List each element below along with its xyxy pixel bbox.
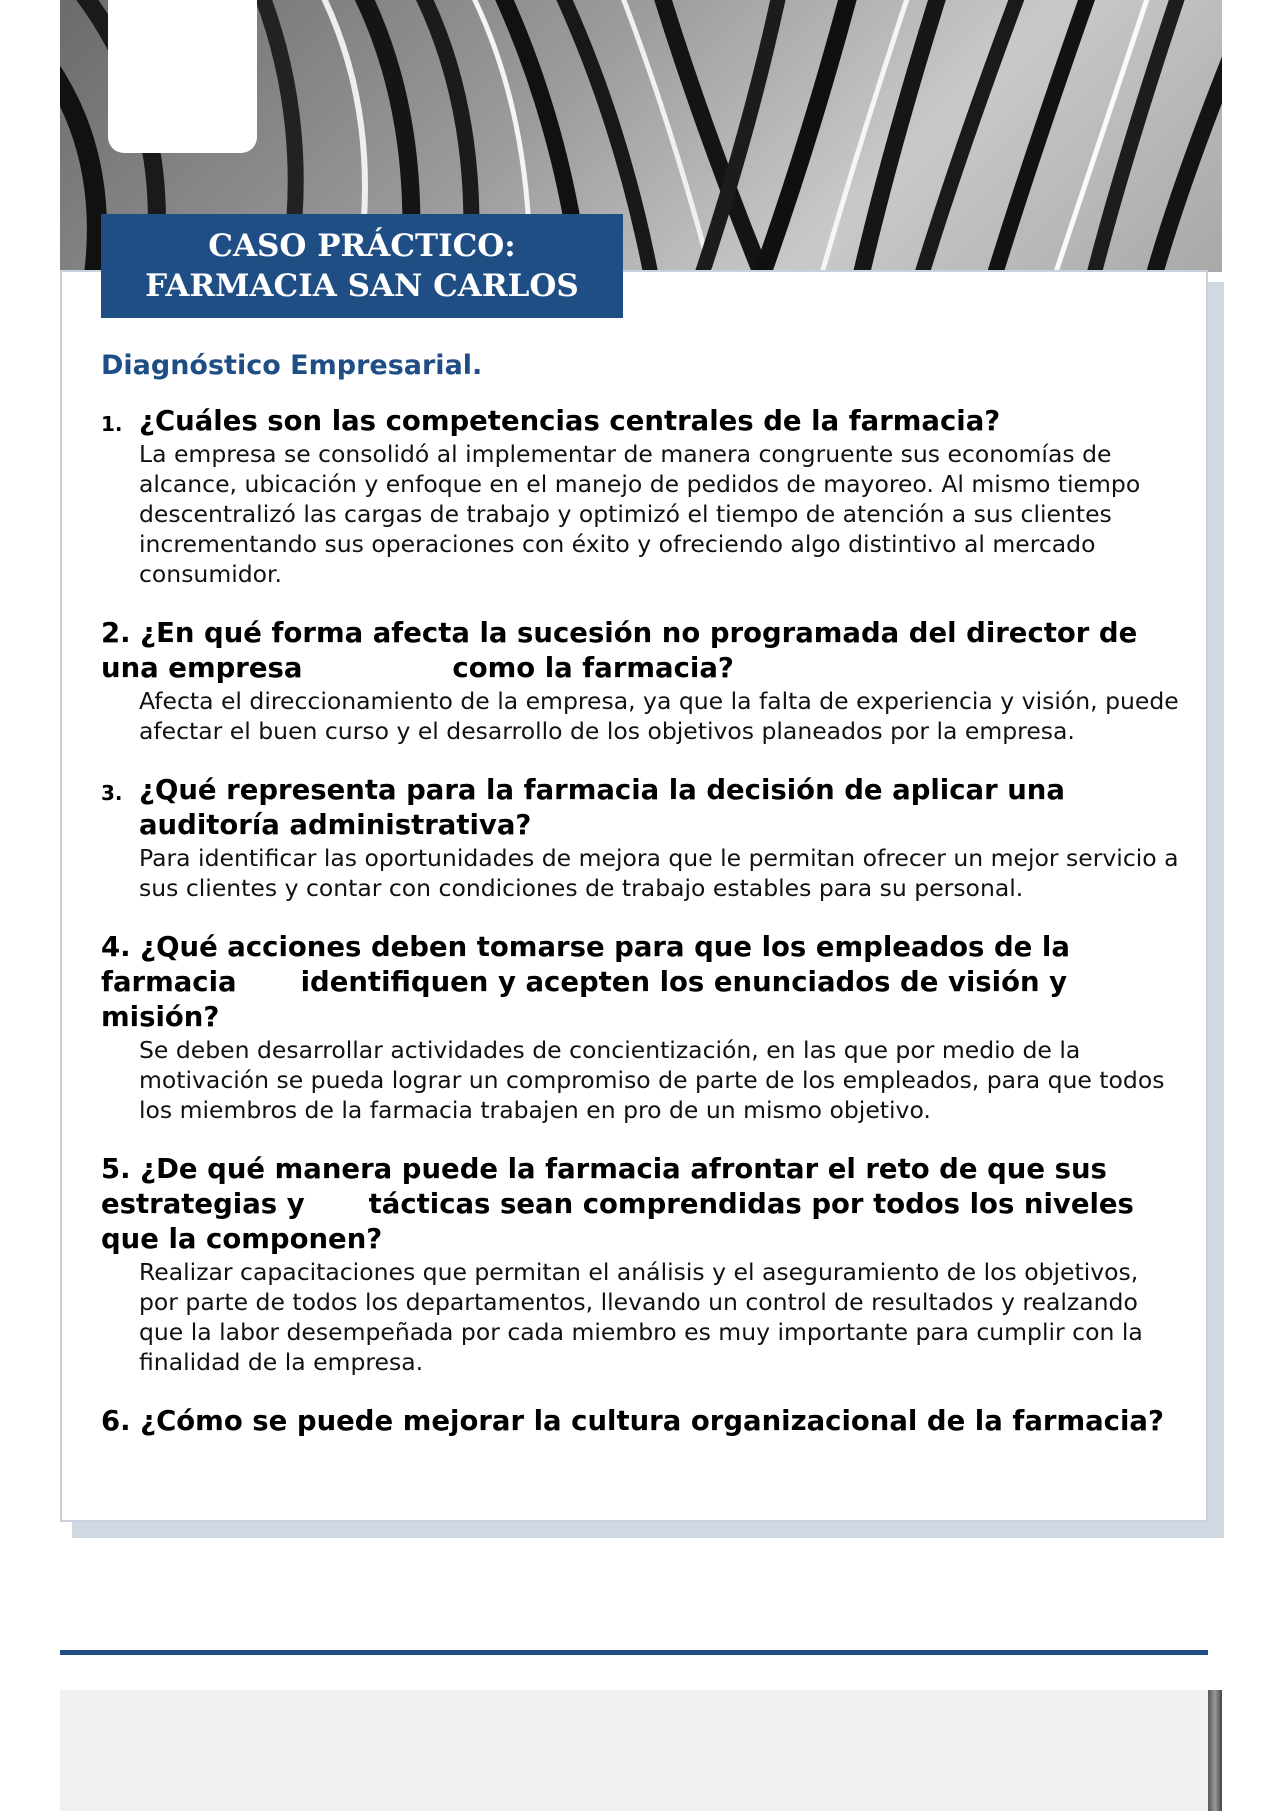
question-3: [101, 773, 1186, 843]
question-5-text-part1: 5. ¿De qué manera puede la farmacia afrontar el reto de que sus estrategias y: [101, 1153, 1107, 1220]
question-5: [101, 1152, 1186, 1257]
title-line-2: FARMACIA SAN CARLOS: [145, 268, 579, 304]
question-2-text-part2: como la farmacia?: [452, 652, 734, 684]
question-1-number: 1.: [101, 412, 123, 436]
answer-3: Para identificar las oportunidades de mejora que le permitan ofrecer un mejor servicio a sus clientes y contar con condiciones de trabajo estables para su personal.: [139, 844, 1179, 902]
qa-item-2: [101, 616, 1186, 746]
section-heading: Diagnóstico Empresarial.: [101, 350, 483, 381]
title-line-1: CASO PRÁCTICO:: [208, 228, 516, 264]
question-list: [101, 404, 1186, 1466]
question-3-text: ¿Qué representa para la farmacia la decisión de aplicar una auditoría administrativa?: [139, 774, 1065, 841]
qa-item-4: [101, 930, 1186, 1125]
answer-4: Se deben desarrollar actividades de concientización, en las que por medio de la motivación se pueda lograr un compromiso de parte de los empleados, para que todos los miembros de la farmacia trabajen en pro de un mismo objetivo.: [139, 1036, 1165, 1124]
question-2-text-part1: 2. ¿En qué forma afecta la sucesión no programada del director de una empresa: [101, 617, 1138, 684]
answer-1: La empresa se consolidó al implementar de manera congruente sus economías de alcance, ubicación y enfoque en el manejo de pedidos de mayoreo. Al mismo tiempo descentralizó las cargas de trabajo y optimizó el tiempo de atención a sus clientes incrementando sus operaciones con éxito y ofreciendo algo distintivo al mercado consumidor.: [139, 440, 1141, 588]
question-4-text-part1: 4. ¿Qué acciones deben tomarse para que los empleados de la farmacia: [101, 931, 1070, 998]
question-1-text: ¿Cuáles son las competencias centrales de la farmacia?: [139, 405, 1001, 437]
question-5-text-part2: tácticas sean comprendidas por todos los niveles que la componen?: [101, 1188, 1134, 1255]
footer-area: [60, 1690, 1208, 1811]
question-3-number: 3.: [101, 781, 123, 805]
photo-placeholder: [108, 0, 257, 153]
question-1: [101, 404, 1186, 439]
qa-item-5: [101, 1152, 1186, 1377]
footer-stripe-graphic: [1208, 1690, 1222, 1811]
answer-5: Realizar capacitaciones que permitan el análisis y el aseguramiento de los objetivos, por parte de todos los departamentos, llevando un control de resultados y realzando que la labor desempeñada por cada miembro es muy importante para cumplir con la finalidad de la empresa.: [139, 1258, 1143, 1376]
question-6: 6. ¿Cómo se puede mejorar la cultura organizacional de la farmacia?: [101, 1405, 1164, 1437]
question-4: [101, 930, 1186, 1035]
qa-item-3: [101, 773, 1186, 903]
question-4-text-part2: identifiquen y acepten los enunciados de visión y misión?: [101, 966, 1068, 1033]
answer-2: Afecta el direccionamiento de la empresa, ya que la falta de experiencia y visión, puede afectar el buen curso y el desarrollo de los objetivos planeados por la empresa.: [139, 687, 1179, 745]
question-2: [101, 616, 1186, 686]
qa-item-6: [101, 1404, 1186, 1439]
qa-item-1: [101, 404, 1186, 589]
document-title: [101, 214, 623, 318]
footer-divider: [60, 1650, 1208, 1655]
